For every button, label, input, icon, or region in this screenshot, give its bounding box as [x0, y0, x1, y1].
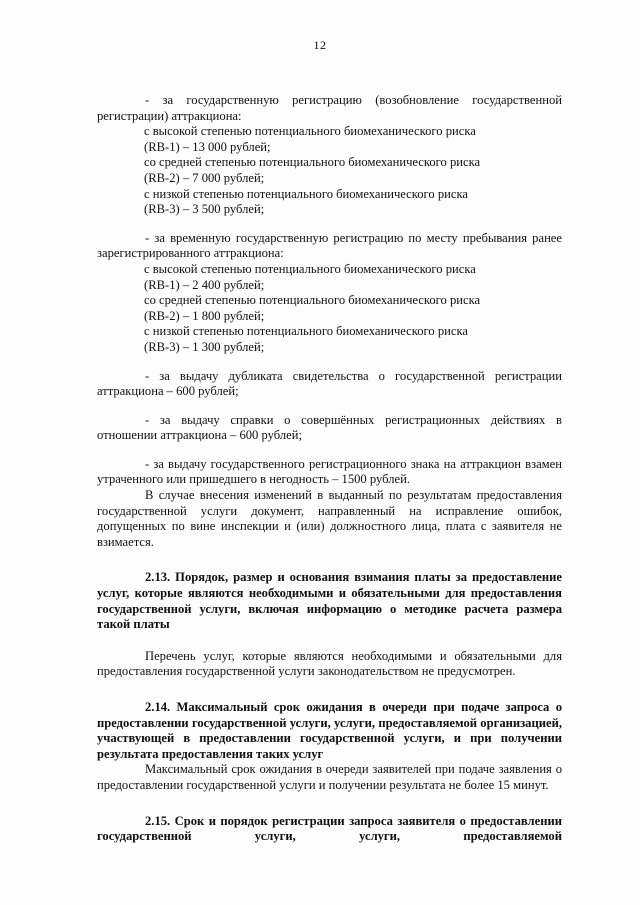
section-2-13-body: Перечень услуг, которые являются необходимыми и обязательными для предоставления государственной услуги законодательством не предусмотрен.: [97, 648, 562, 679]
list-item: со средней степенью потенциального биомеханического риска: [144, 155, 481, 170]
list-item: с высокой степенью потенциального биомеханического риска: [144, 124, 476, 139]
list-item: (RB-1) – 13 000 рублей;: [144, 139, 271, 154]
list-item: (RB-1) – 2 400 рублей;: [144, 277, 265, 292]
section-2-15-heading: 2.15. Срок и порядок регистрации запроса заявителя о предоставлении государственной услуги, услуги, предоставляемой: [97, 813, 562, 844]
list-item: (RB-3) – 3 500 рублей;: [144, 202, 265, 217]
list-item: (RB-2) – 1 800 рублей;: [144, 308, 265, 323]
page-number: 12: [313, 38, 327, 52]
fee-registration-intro: - за государственную регистрацию (возобновление государственной регистрации) аттракциона:: [97, 93, 562, 123]
section-2-13-heading: 2.13. Порядок, размер и основания взимания платы за предоставление услуг, которые являются необходимыми и обязательными для предоставления государственной услуги, включая информацию о методике расчета размера такой платы: [97, 570, 562, 632]
fee-sign: - за выдачу государственного регистрационного знака на аттракцион взамен утраченного или пришедшего в негодность – 1500 рублей.: [97, 456, 562, 487]
fee-temporary-intro: - за временную государственную регистрацию по месту пребывания ранее зарегистрированного аттракциона:: [97, 230, 562, 261]
document-body: [97, 93, 562, 845]
list-item: с низкой степенью потенциального биомеханического риска: [144, 186, 468, 201]
fee-certificate: - за выдачу справки о совершённых регистрационных действиях в отношении аттракциона – 600 рублей;: [97, 412, 562, 443]
fee-duplicate: - за выдачу дубликата свидетельства о государственной регистрации аттракциона – 600 рублей;: [97, 368, 562, 399]
errors-no-fee-paragraph: В случае внесения изменений в выданный по результатам предоставления государственной услуги документ, направленный на исправление ошибок, допущенных по вине инспекции и (или) должностного лица, плата с заявителя не взимается.: [97, 488, 562, 549]
list-item: (RB-3) – 1 300 рублей;: [144, 339, 265, 354]
list-item: со средней степенью потенциального биомеханического риска: [144, 293, 481, 308]
list-item: с низкой степенью потенциального биомеханического риска: [144, 324, 468, 339]
list-item: с высокой степенью потенциального биомеханического риска: [144, 261, 476, 276]
section-2-14-heading: 2.14. Максимальный срок ожидания в очереди при подаче запроса о предоставлении государственной услуги, услуги, предоставляемой организацией, участвующей в предоставлении государственной услуги, и при получении результата предоставления таких услуг: [97, 700, 562, 761]
section-2-14-body: Максимальный срок ожидания в очереди заявителей при подаче заявления о предоставлении государственной услуги и получении результата не более 15 минут.: [97, 762, 562, 792]
list-item: (RB-2) – 7 000 рублей;: [144, 170, 265, 185]
fee-registration-list: [97, 124, 562, 218]
fee-temporary-list: [97, 262, 562, 356]
